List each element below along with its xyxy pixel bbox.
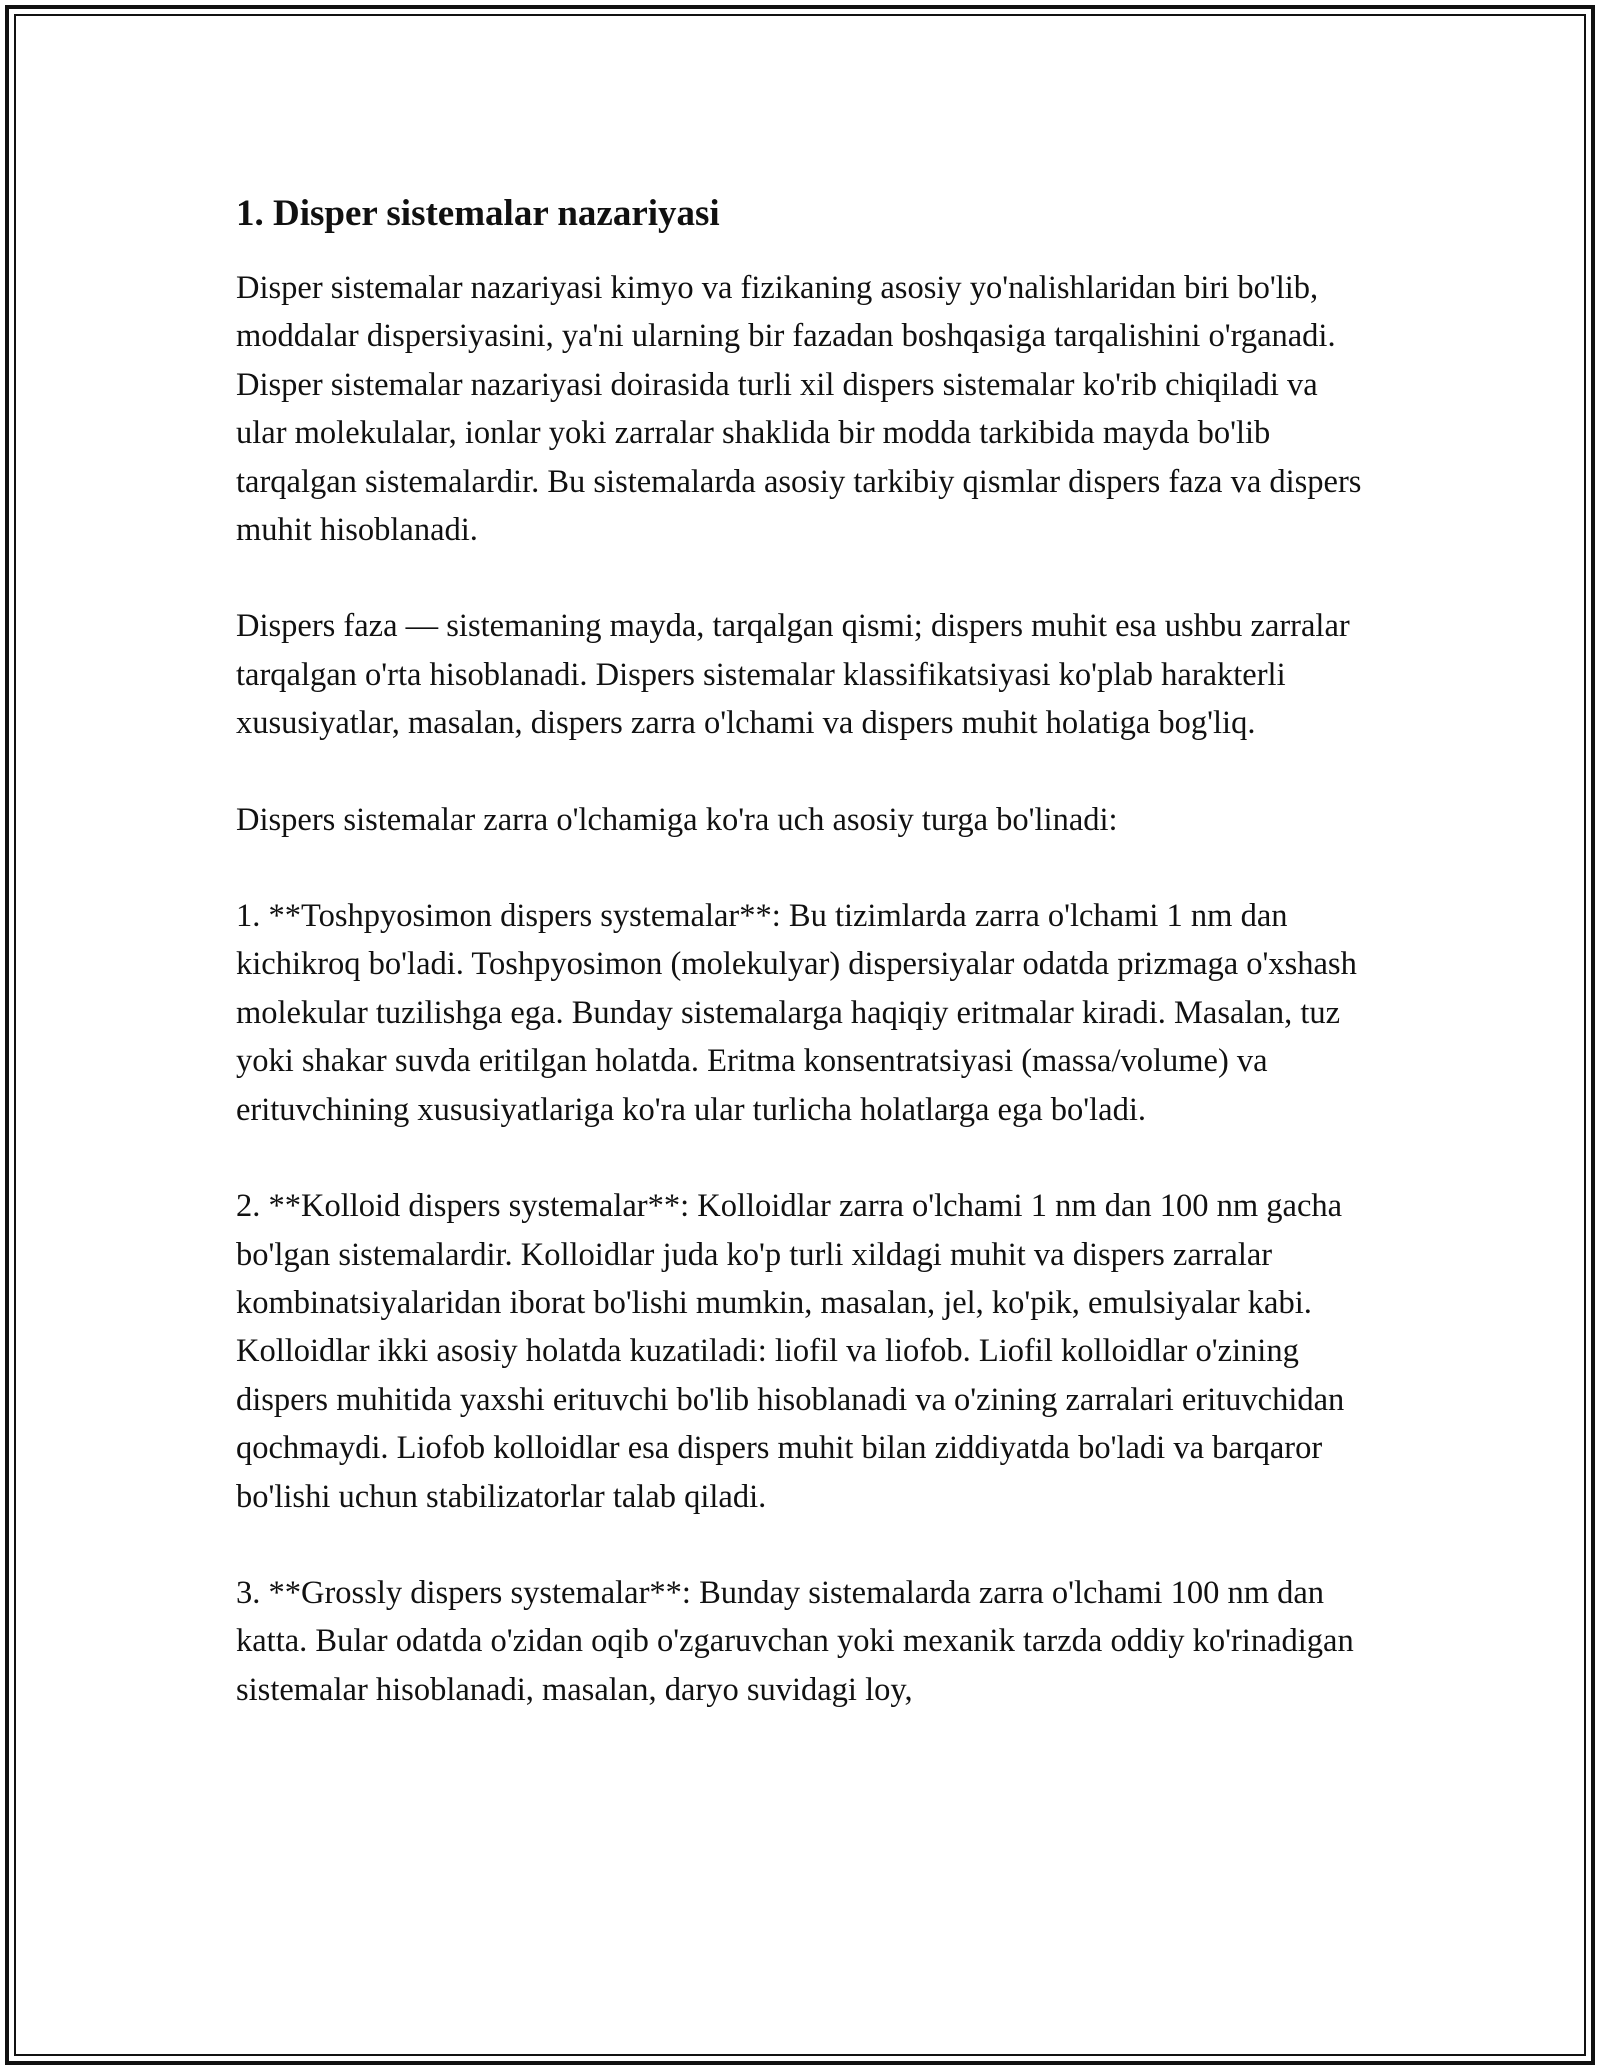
paragraph-intro: Disper sistemalar nazariyasi kimyo va fizikaning asosiy yo'nalishlaridan biri bo'lib, moddalar dispersiyasini, ya'ni ularning bir fazadan boshqasiga tarqalishini o'rganadi. Disper sistemalar nazariyasi doirasida turli xil dispers sistemalar ko'rib chiqiladi va ular molekulalar, ionlar yoki zarralar shaklida bir modda tarkibida mayda bo'lib tarqalgan sistemalardir. Bu sistemalarda asosiy tarkibiy qismlar dispers faza va dispers muhit hisoblanadi. (236, 270, 1362, 549)
document-title: 1. Disper sistemalar nazariyasi (236, 193, 720, 234)
paragraph-classification-intro: Dispers sistemalar zarra o'lchamiga ko'ra uch asosiy turga bo'linadi: (236, 801, 1118, 838)
document-body (236, 186, 1376, 1762)
paragraph-dispers-faza: Dispers faza — sistemaning mayda, tarqalgan qismi; dispers muhit esa ushbu zarralar tarqalgan o'rta hisoblanadi. Dispers sistemalar klassifikatsiyasi ko'plab harakterli xususiyatlar, masalan, dispers zarra o'lchami va dispers muhit holatiga bog'liq. (236, 608, 1350, 742)
paragraph-item-2: 2. **Kolloid dispers systemalar**: Kolloidlar zarra o'lchami 1 nm dan 100 nm gacha bo'lgan sistemalardir. Kolloidlar juda ko'p turli xildagi muhit va dispers zarralar kombinatsiyalaridan iborat bo'lishi mumkin, masalan, jel, ko'pik, emulsiyalar kabi. Kolloidlar ikki asosiy holatda kuzatiladi: liofil va liofob. Liofil kolloidlar o'zining dispers muhitida yaxshi erituvchi bo'lib hisoblanadi va o'zining zarralari erituvchidan qochmaydi. Liofob kolloidlar esa dispers muhit bilan ziddiyatda bo'ladi va barqaror bo'lishi uchun stabilizatorlar talab qiladi. (236, 1188, 1345, 1515)
paragraph-item-1: 1. **Toshpyosimon dispers systemalar**: Bu tizimlarda zarra o'lchami 1 nm dan kichikroq bo'ladi. Toshpyosimon (molekulyar) dispersiyalar odatda prizmaga o'xshash molekular tuzilishga ega. Bunday sistemalarga haqiqiy eritmalar kiradi. Masalan, tuz yoki shakar suvda eritilgan holatda. Eritma konsentratsiyasi (massa/volume) va erituvchining xususiyatlariga ko'ra ular turlicha holatlarga ega bo'ladi. (236, 898, 1357, 1128)
paragraph-item-3: 3. **Grossly dispers systemalar**: Bunday sistemalarda zarra o'lchami 100 nm dan katta. Bular odatda o'zidan oqib o'zgaruvchan yoki mexanik tarzda oddiy ko'rinadigan sistemalar hisoblanadi, masalan, daryo suvidagi loy, (236, 1574, 1354, 1708)
